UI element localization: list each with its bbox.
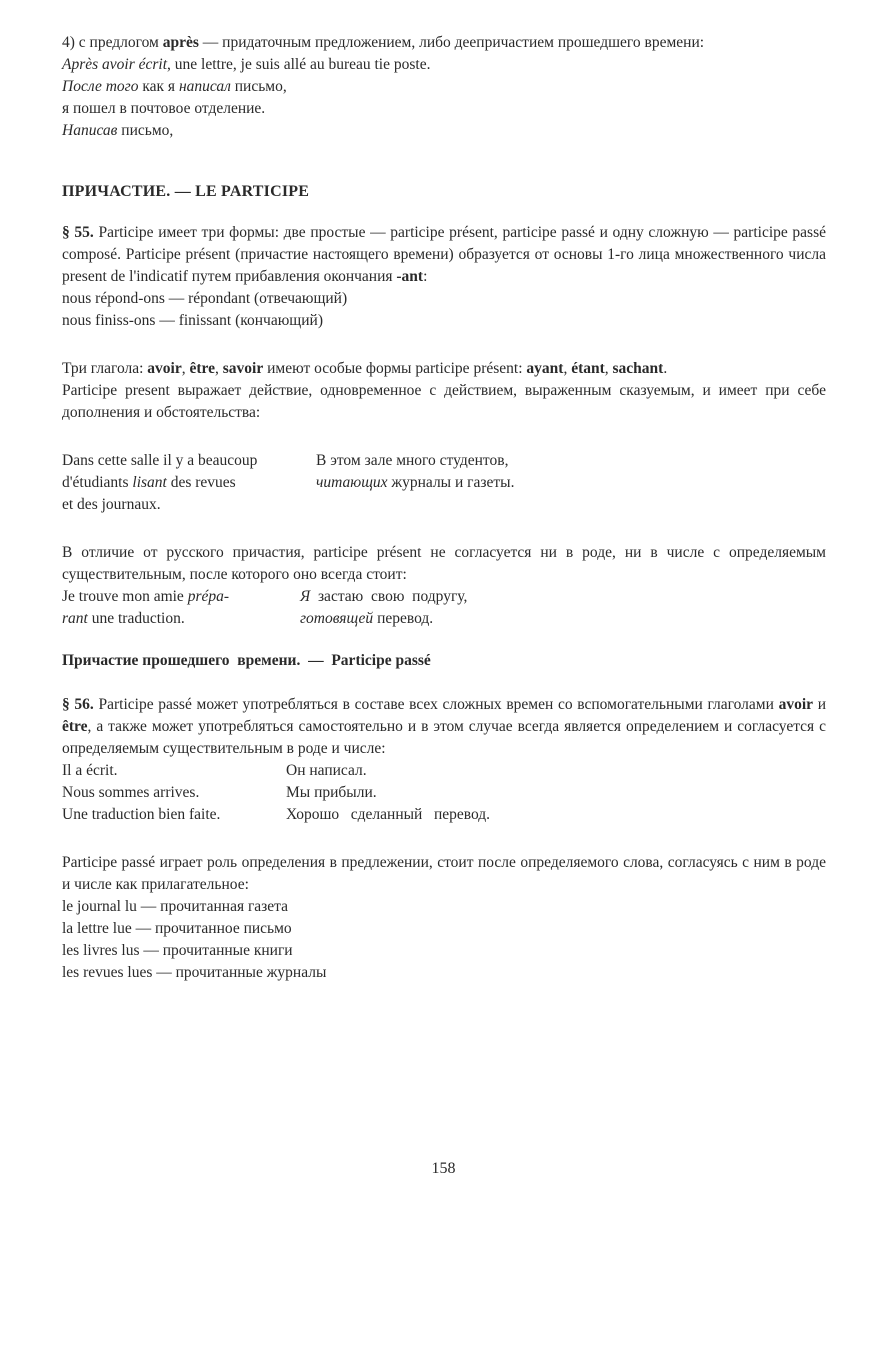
- paragraph-number: § 55.: [62, 224, 94, 241]
- example-russian-column: В этом зале много студентов, читающих журналы и газеты.: [316, 452, 515, 491]
- example-line: nous répond-ons — répondant (отвечающий): [62, 290, 348, 307]
- section-heading-participle: ПРИЧАСТИЕ. — LE PARTICIPE: [62, 183, 310, 200]
- page-number: 158: [431, 1160, 456, 1177]
- example-russian-line-2: я пошел в почтовое отделение.: [62, 100, 266, 117]
- table-row-russian: Мы прибыли.: [286, 784, 377, 801]
- example-french-column: Dans cette salle il y a beaucoup d'étudiants lisant des revues et des journaux.: [62, 452, 258, 513]
- example-line: le journal lu — прочитанная газета: [62, 898, 289, 915]
- paragraph-role: Participe passé играет роль определения в предлежении, стоит после определяемого слова, согласуясь с ним в роде и числе как прилагательное:: [62, 854, 826, 893]
- subheading-participe-passe: Причастие прошедшего времени. — Participe passé: [62, 652, 431, 669]
- paragraph-participe-present: Participe present выражает действие, одновременное с действием, выраженным сказуемым, и имеет при себе дополнения и обстоятельства:: [62, 382, 826, 421]
- paragraph-difference: В отличие от русского причастия, participe présent не согласуется ни в роде, ни в числе с определяемым существительным, после которого оно всегда стоит:: [62, 544, 826, 583]
- table-row-french: Une traduction bien faite.: [62, 806, 221, 823]
- paragraph-three-verbs: Три глагола: avoir, être, savoir имеют особые формы participe présent: ayant, étant, sachant.: [62, 360, 668, 377]
- example-russian-line-1: После того как я написал письмо,: [62, 78, 287, 95]
- example-line: la lettre lue — прочитанное письмо: [62, 920, 292, 937]
- table-row-french: Il a écrit.: [62, 762, 118, 779]
- table-row-russian: Хорошо сделанный перевод.: [286, 806, 491, 823]
- example-russian-column: Я застаю свою подругу, готовящей перевод.: [300, 588, 468, 627]
- example-french-line: Après avoir écrit, une lettre, je suis allé au bureau tie poste.: [62, 56, 431, 73]
- paragraph-55: § 55. Participe имеет три формы: две простые — participe présent, participe passé и одну сложную — participe passé composé. Participe présent (причастие настоящего времени) образуется от основы 1-го лица множественного числа present de l'indicatif путем прибавления окончания -ant:: [62, 224, 827, 285]
- example-line: nous finiss-ons — finissant (кончающий): [62, 312, 323, 329]
- document-page: [62, 32, 826, 984]
- table-row-russian: Он написал.: [286, 762, 367, 779]
- example-line: les livres lus — прочитанные книги: [62, 942, 293, 959]
- example-two-column: [62, 586, 826, 630]
- paragraph-number: § 56.: [62, 696, 94, 713]
- example-line: les revues lues — прочитанные журналы: [62, 964, 327, 981]
- example-two-column: [62, 450, 826, 516]
- keyword-apres: après: [162, 34, 199, 51]
- paragraph-56: § 56. Participe passé может употребляться в составе всех сложных времен со вспомогательными глаголами avoir и être, а также может употребляться самостоятельно и в этом случае всегда является определением и согласуется с определяемым существительным в роде и числе:: [62, 696, 827, 757]
- table-row-french: Nous sommes arrives.: [62, 784, 200, 801]
- example-french-column: Je trouve mon amie prépa- rant une traduction.: [62, 588, 230, 627]
- example-table: [62, 760, 826, 826]
- example-russian-line-3: Написав письмо,: [62, 122, 174, 139]
- rule-4-intro: 4) с предлогом après — придаточным предложением, либо деепричастием прошедшего времени:: [62, 34, 705, 51]
